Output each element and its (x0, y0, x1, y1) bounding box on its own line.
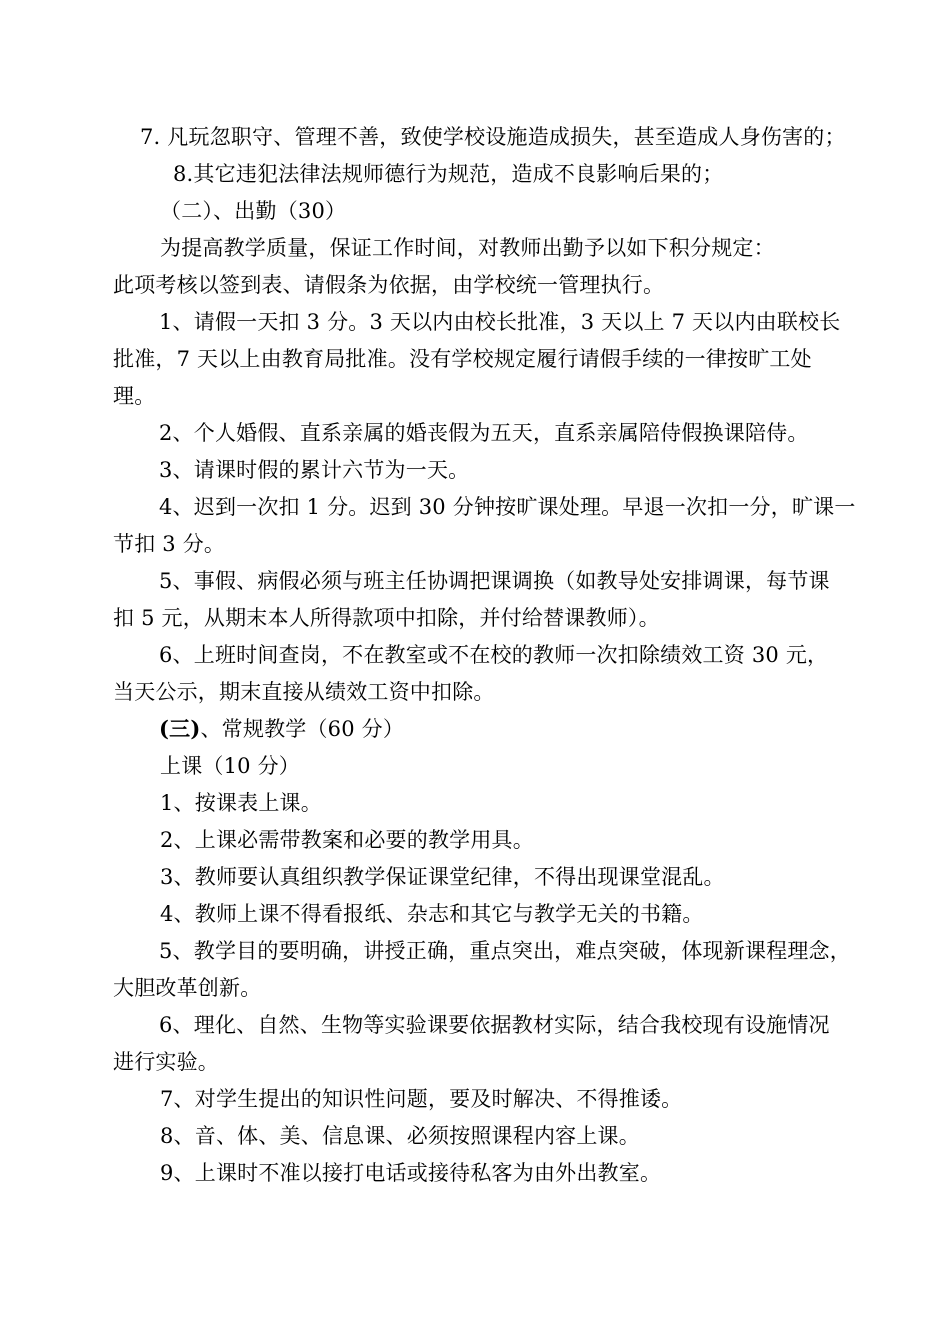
section-title: 、常规教学（60 分） (200, 717, 405, 741)
class-rule-9: 9、上课时不准以接打电话或接待私客为由外出教室。 (160, 1161, 662, 1185)
attendance-rule-6: 6、上班时间查岗，不在教室或不在校的教师一次扣除绩效工资 30 元， (159, 643, 829, 667)
attendance-rule-2: 2、个人婚假、直系亲属的婚丧假为五天，直系亲属陪侍假换课陪侍。 (159, 421, 809, 445)
clause-7: 7. 凡玩忽职守、管理不善，致使学校设施造成损失，甚至造成人身伤害的； (140, 125, 846, 149)
section-heading-attendance: （二）、出勤（30） (160, 199, 347, 223)
class-rule-6: 6、理化、自然、生物等实验课要依据教材实际，结合我校现有设施情况 (159, 1013, 830, 1037)
class-rule-3: 3、教师要认真组织教学保证课堂纪律，不得出现课堂混乱。 (160, 865, 725, 889)
class-rule-8: 8、音、体、美、信息课、必须按照课程内容上课。 (160, 1124, 640, 1148)
class-rule-5-cont: 大胆改革创新。 (113, 976, 262, 1000)
class-rule-7: 7、对学生提出的知识性问题，要及时解决、不得推诿。 (160, 1087, 683, 1111)
class-rule-2: 2、上课必需带教案和必要的教学用具。 (160, 828, 534, 852)
attendance-rule-6-cont: 当天公示，期末直接从绩效工资中扣除。 (113, 680, 495, 704)
class-rule-1: 1、按课表上课。 (160, 791, 322, 815)
attendance-rule-4-cont: 节扣 3 分。 (113, 532, 226, 556)
class-rule-6-cont: 进行实验。 (113, 1050, 219, 1074)
attendance-rule-4: 4、迟到一次扣 1 分。迟到 30 分钟按旷课处理。早退一次扣一分，旷课一 (159, 495, 856, 519)
section-number: (三) (159, 716, 201, 741)
class-rule-5: 5、教学目的要明确，讲授正确，重点突出，难点突破，体现新课程理念， (159, 939, 851, 963)
subsection-heading-class: 上课（10 分） (160, 754, 300, 778)
attendance-rule-5-cont: 扣 5 元，从期末本人所得款项中扣除，并付给替课教师）。 (113, 606, 660, 630)
section-heading-teaching (159, 714, 404, 744)
class-rule-4: 4、教师上课不得看报纸、杂志和其它与教学无关的书籍。 (160, 902, 704, 926)
attendance-rule-1-cont: 批准，7 天以上由教育局批准。没有学校规定履行请假手续的一律按旷工处 (113, 347, 812, 371)
attendance-intro: 为提高教学质量，保证工作时间，对教师出勤予以如下积分规定： (160, 236, 775, 260)
clause-8: 8.其它违犯法律法规师德行为规范，造成不良影响后果的； (173, 162, 724, 186)
attendance-rule-1: 1、请假一天扣 3 分。3 天以内由校长批准，3 天以上 7 天以内由联校长 (159, 310, 841, 334)
attendance-basis: 此项考核以签到表、请假条为依据，由学校统一管理执行。 (113, 273, 665, 297)
attendance-rule-3: 3、请课时假的累计六节为一天。 (159, 458, 470, 482)
attendance-rule-5: 5、事假、病假必须与班主任协调把课调换（如教导处安排调课，每节课 (159, 569, 830, 593)
attendance-rule-1-end: 理。 (113, 384, 156, 408)
